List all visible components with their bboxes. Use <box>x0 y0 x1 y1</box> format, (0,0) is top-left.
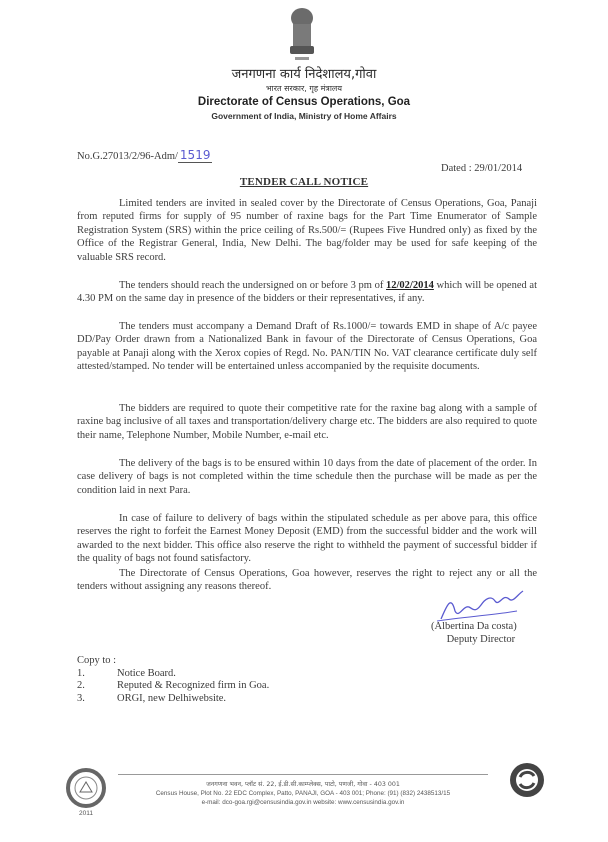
org-subtitle: Government of India, Ministry of Home Affairs <box>211 111 397 121</box>
hindi-ministry-subtitle: भारत सरकार, गृह मंत्रालय <box>266 84 342 93</box>
paragraph-5 <box>77 457 537 497</box>
list-item <box>77 693 269 706</box>
reference-number <box>77 148 212 162</box>
paragraph-text: The delivery of the bags is to be ensured within 10 days from the date of placement of the order. In case delivery of bags is not completed within the time schedule then the purchase will be made as per the condition laid in next Para. <box>77 458 537 496</box>
list-text: ORGI, new Delhiwebsite. <box>117 692 227 704</box>
paragraph-1 <box>77 197 537 264</box>
list-number: 1. <box>77 667 85 679</box>
footer-divider <box>118 774 488 775</box>
list-item <box>77 680 269 693</box>
page-title: TENDER CALL NOTICE <box>239 176 369 188</box>
list-number: 2. <box>77 680 85 691</box>
signatory-designation: Deputy Director <box>446 634 516 645</box>
paragraph-text: which will be opened at 4.30 PM on the same day in presence of the bidders or their representatives, if any. <box>77 280 537 305</box>
deadline-date: 12/02/2014 <box>386 280 434 291</box>
copy-to-label: Copy to : <box>77 655 117 666</box>
paragraph-2 <box>77 279 537 306</box>
census-of-india-logo-icon <box>66 768 106 808</box>
hindi-org-title: जनगणना कार्य निदेशालय,गोवा <box>231 67 377 82</box>
handwritten-signature-icon <box>433 585 543 623</box>
logo-year: 2011 <box>79 810 93 817</box>
footer-address <box>118 780 488 807</box>
paragraph-text: In case of failure to delivery of bags within the stipulated schedule as per above para, this office reserves the right to forfeit the Earnest Money Deposit (EMD) from the successful bidder and the work will awarded to the next bidder. This office also reserve the right to withheld the payment of successful bidder if the quality of bags not found satisfactory. <box>77 513 537 565</box>
paragraph-3 <box>77 320 537 374</box>
footer-english-address: Census House, Plot No. 22 EDC Complex, Patto, PANAJI, GOA - 403 001; Phone: (91) (832) 2438513/15 <box>155 790 451 797</box>
list-number: 3. <box>77 692 85 704</box>
list-text: Notice Board. <box>117 667 176 679</box>
copy-to-list <box>77 655 269 705</box>
paragraph-text: The tenders must accompany a Demand Draft of Rs.1000/= towards EMD in shape of A/c payee DD/Pay Order drawn from a Nationalized Bank in favour of the Directorate of Census Operations, Goa payable at Panaji along with the Xerox copies of Regd. No. PAN/TIN No. VAT clearance certificate duly self attested/stamped. No tender will be entertained unless accompanied by the requisite documents. <box>77 321 537 373</box>
footer-hindi-address: जनगणना भवन, प्लॉट सं. 22, ई.डी.सी.काम्प्लेक्स, पाटो, पणजी, गोवा - 403 001 <box>206 781 400 788</box>
handwritten-number: 1519 <box>179 148 211 162</box>
paragraph-text: The bidders are required to quote their competitive rate for the raxine bag along with a sample of raxine bag inclusive of all taxes and transportation/delivery charge etc. The bidders are also required to quote their name, Telephone Number, Mobile Number, e-mail etc. <box>77 403 537 441</box>
org-name: Directorate of Census Operations, Goa <box>197 96 411 108</box>
census-emblem-logo-icon <box>509 762 545 798</box>
list-item <box>77 668 269 681</box>
signatory-block <box>431 620 517 646</box>
paragraph-6 <box>77 512 537 566</box>
reference-prefix: No.G.27013/2/96-Adm/ <box>77 151 178 162</box>
signatory-name: (Albertina Da costa) <box>431 621 517 632</box>
paragraph-text: The Directorate of Census Operations, Goa however, reserves the right to reject any or all the tenders without assigning any reasons thereof. <box>77 568 537 593</box>
paragraph-text: Limited tenders are invited in sealed cover by the Directorate of Census Operations, Goa, Panaji from reputed firms for supply of 95 number of raxine bags for the Part Time Enumerator of Sample Registration System (SRS) within the price ceiling of Rs.500/= (Rupees Five Hundred only) as fixed by the Office of the Registrar General, India, New Delhi. The bag/folder may be used for safe keeping of the valuable SRS record. <box>77 198 537 263</box>
document-date: Dated : 29/01/2014 <box>441 163 523 174</box>
national-emblem-icon <box>283 4 321 66</box>
paragraph-text: The tenders should reach the undersigned on or before 3 pm of <box>119 280 387 291</box>
paragraph-4 <box>77 402 537 442</box>
footer-contact: e-mail: dco-goa.rgi@censusindia.gov.in website: www.censusindia.gov.in <box>201 799 405 806</box>
list-text: Reputed & Recognized firm in Goa. <box>117 680 270 691</box>
